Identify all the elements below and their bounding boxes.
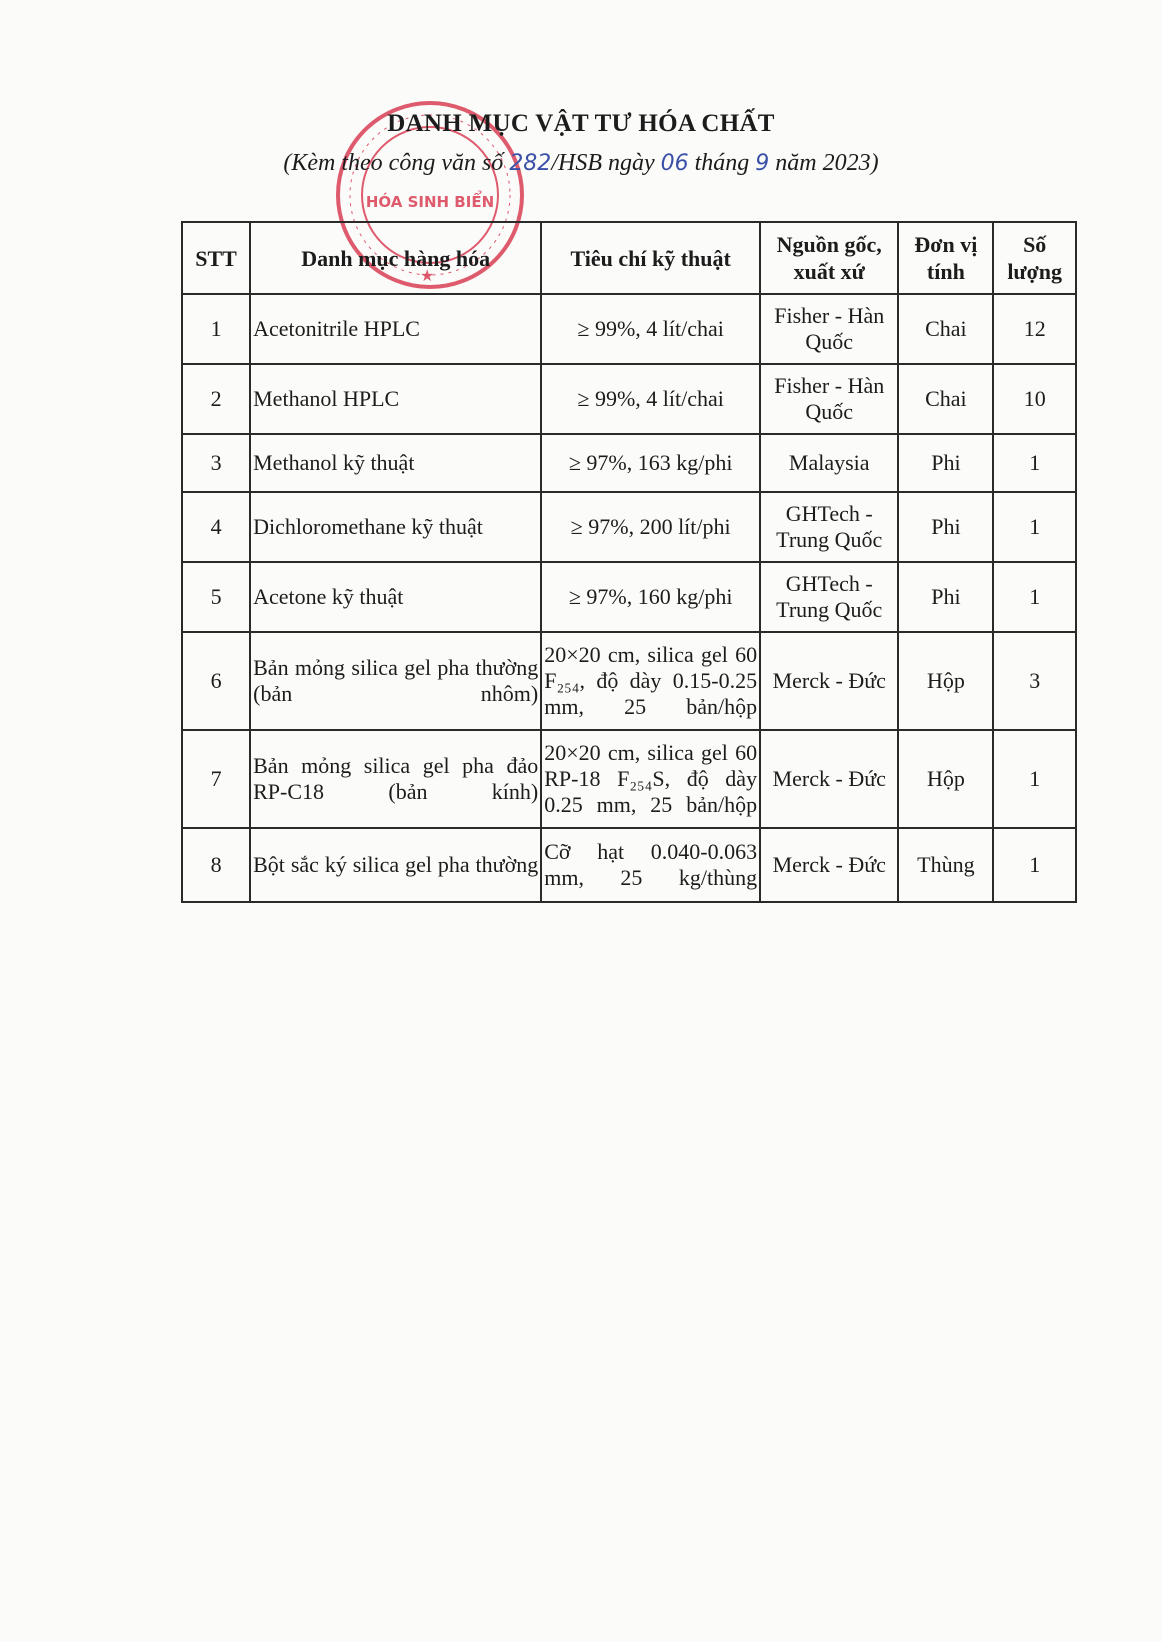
- cell-spec: ≥ 99%, 4 lít/chai: [541, 294, 760, 364]
- document-subtitle: [0, 150, 1162, 177]
- cell-stt: 7: [182, 730, 250, 828]
- cell-qty: 3: [993, 632, 1076, 730]
- cell-origin: Merck - Đức: [760, 828, 898, 902]
- cell-qty: 1: [993, 730, 1076, 828]
- handwritten-doc-number: 282: [509, 151, 552, 176]
- cell-unit: Chai: [898, 294, 993, 364]
- document-title: DANH MỤC VẬT TƯ HÓA CHẤT: [387, 110, 775, 137]
- cell-stt: 1: [182, 294, 250, 364]
- subtitle-agency: /HSB ngày: [551, 150, 661, 176]
- cell-unit: Chai: [898, 364, 993, 434]
- cell-stt: 5: [182, 562, 250, 632]
- cell-origin: Merck - Đức: [760, 730, 898, 828]
- header-qty: Số lượng: [993, 222, 1076, 294]
- cell-spec: Cỡ hạt 0.040-0.063 mm, 25 kg/thùng: [541, 828, 760, 902]
- cell-stt: 8: [182, 828, 250, 902]
- cell-stt: 4: [182, 492, 250, 562]
- cell-unit: Phi: [898, 492, 993, 562]
- table-header-row: [182, 222, 1076, 294]
- stamp-org-label: HÓA SINH BIỂN: [365, 193, 495, 211]
- cell-qty: 10: [993, 364, 1076, 434]
- table-row: [182, 730, 1076, 828]
- table-row: [182, 434, 1076, 492]
- handwritten-day: 06: [660, 151, 689, 176]
- stamp-star-icon: ★: [420, 268, 435, 285]
- cell-qty: 1: [993, 828, 1076, 902]
- cell-name: Bản mỏng silica gel pha đảo RP-C18 (bản kính): [250, 730, 541, 828]
- cell-name: Bản mỏng silica gel pha thường (bản nhôm): [250, 632, 541, 730]
- table-row: [182, 632, 1076, 730]
- cell-name: Dichloromethane kỹ thuật: [250, 492, 541, 562]
- cell-spec: 20×20 cm, silica gel 60 F₂₅₄, độ dày 0.15-0.25 mm, 25 bản/hộp: [541, 632, 760, 730]
- cell-origin: Merck - Đức: [760, 632, 898, 730]
- header-name: Danh mục hàng hóa: [250, 222, 541, 294]
- handwritten-month: 9: [755, 151, 770, 176]
- cell-stt: 6: [182, 632, 250, 730]
- cell-spec: 20×20 cm, silica gel 60 RP-18 F₂₅₄S, độ dày 0.25 mm, 25 bản/hộp: [541, 730, 760, 828]
- cell-unit: Thùng: [898, 828, 993, 902]
- cell-spec: ≥ 99%, 4 lít/chai: [541, 364, 760, 434]
- cell-stt: 3: [182, 434, 250, 492]
- cell-spec: ≥ 97%, 160 kg/phi: [541, 562, 760, 632]
- cell-origin: Malaysia: [760, 434, 898, 492]
- cell-name: Methanol HPLC: [250, 364, 541, 434]
- cell-qty: 12: [993, 294, 1076, 364]
- cell-unit: Phi: [898, 562, 993, 632]
- table-row: [182, 562, 1076, 632]
- cell-origin: GHTech - Trung Quốc: [760, 562, 898, 632]
- cell-spec: ≥ 97%, 200 lít/phi: [541, 492, 760, 562]
- cell-name: Acetonitrile HPLC: [250, 294, 541, 364]
- header-spec: Tiêu chí kỹ thuật: [541, 222, 760, 294]
- header-unit: Đơn vị tính: [898, 222, 993, 294]
- cell-origin: Fisher - Hàn Quốc: [760, 294, 898, 364]
- cell-origin: Fisher - Hàn Quốc: [760, 364, 898, 434]
- subtitle-month-label: tháng: [688, 150, 756, 176]
- table-row: [182, 492, 1076, 562]
- cell-unit: Hộp: [898, 730, 993, 828]
- cell-name: Bột sắc ký silica gel pha thường: [250, 828, 541, 902]
- header-origin: Nguồn gốc, xuất xứ: [760, 222, 898, 294]
- cell-unit: Hộp: [898, 632, 993, 730]
- cell-qty: 1: [993, 492, 1076, 562]
- table-row: [182, 364, 1076, 434]
- cell-name: Acetone kỹ thuật: [250, 562, 541, 632]
- cell-qty: 1: [993, 562, 1076, 632]
- table-row: [182, 294, 1076, 364]
- cell-stt: 2: [182, 364, 250, 434]
- header-stt: STT: [182, 222, 250, 294]
- subtitle-prefix: (Kèm theo công văn số: [283, 150, 510, 176]
- cell-qty: 1: [993, 434, 1076, 492]
- chemical-supplies-table: [181, 221, 1077, 903]
- cell-origin: GHTech - Trung Quốc: [760, 492, 898, 562]
- cell-unit: Phi: [898, 434, 993, 492]
- table-row: [182, 828, 1076, 902]
- cell-spec: ≥ 97%, 163 kg/phi: [541, 434, 760, 492]
- subtitle-year-label: năm 2023): [769, 150, 879, 176]
- cell-name: Methanol kỹ thuật: [250, 434, 541, 492]
